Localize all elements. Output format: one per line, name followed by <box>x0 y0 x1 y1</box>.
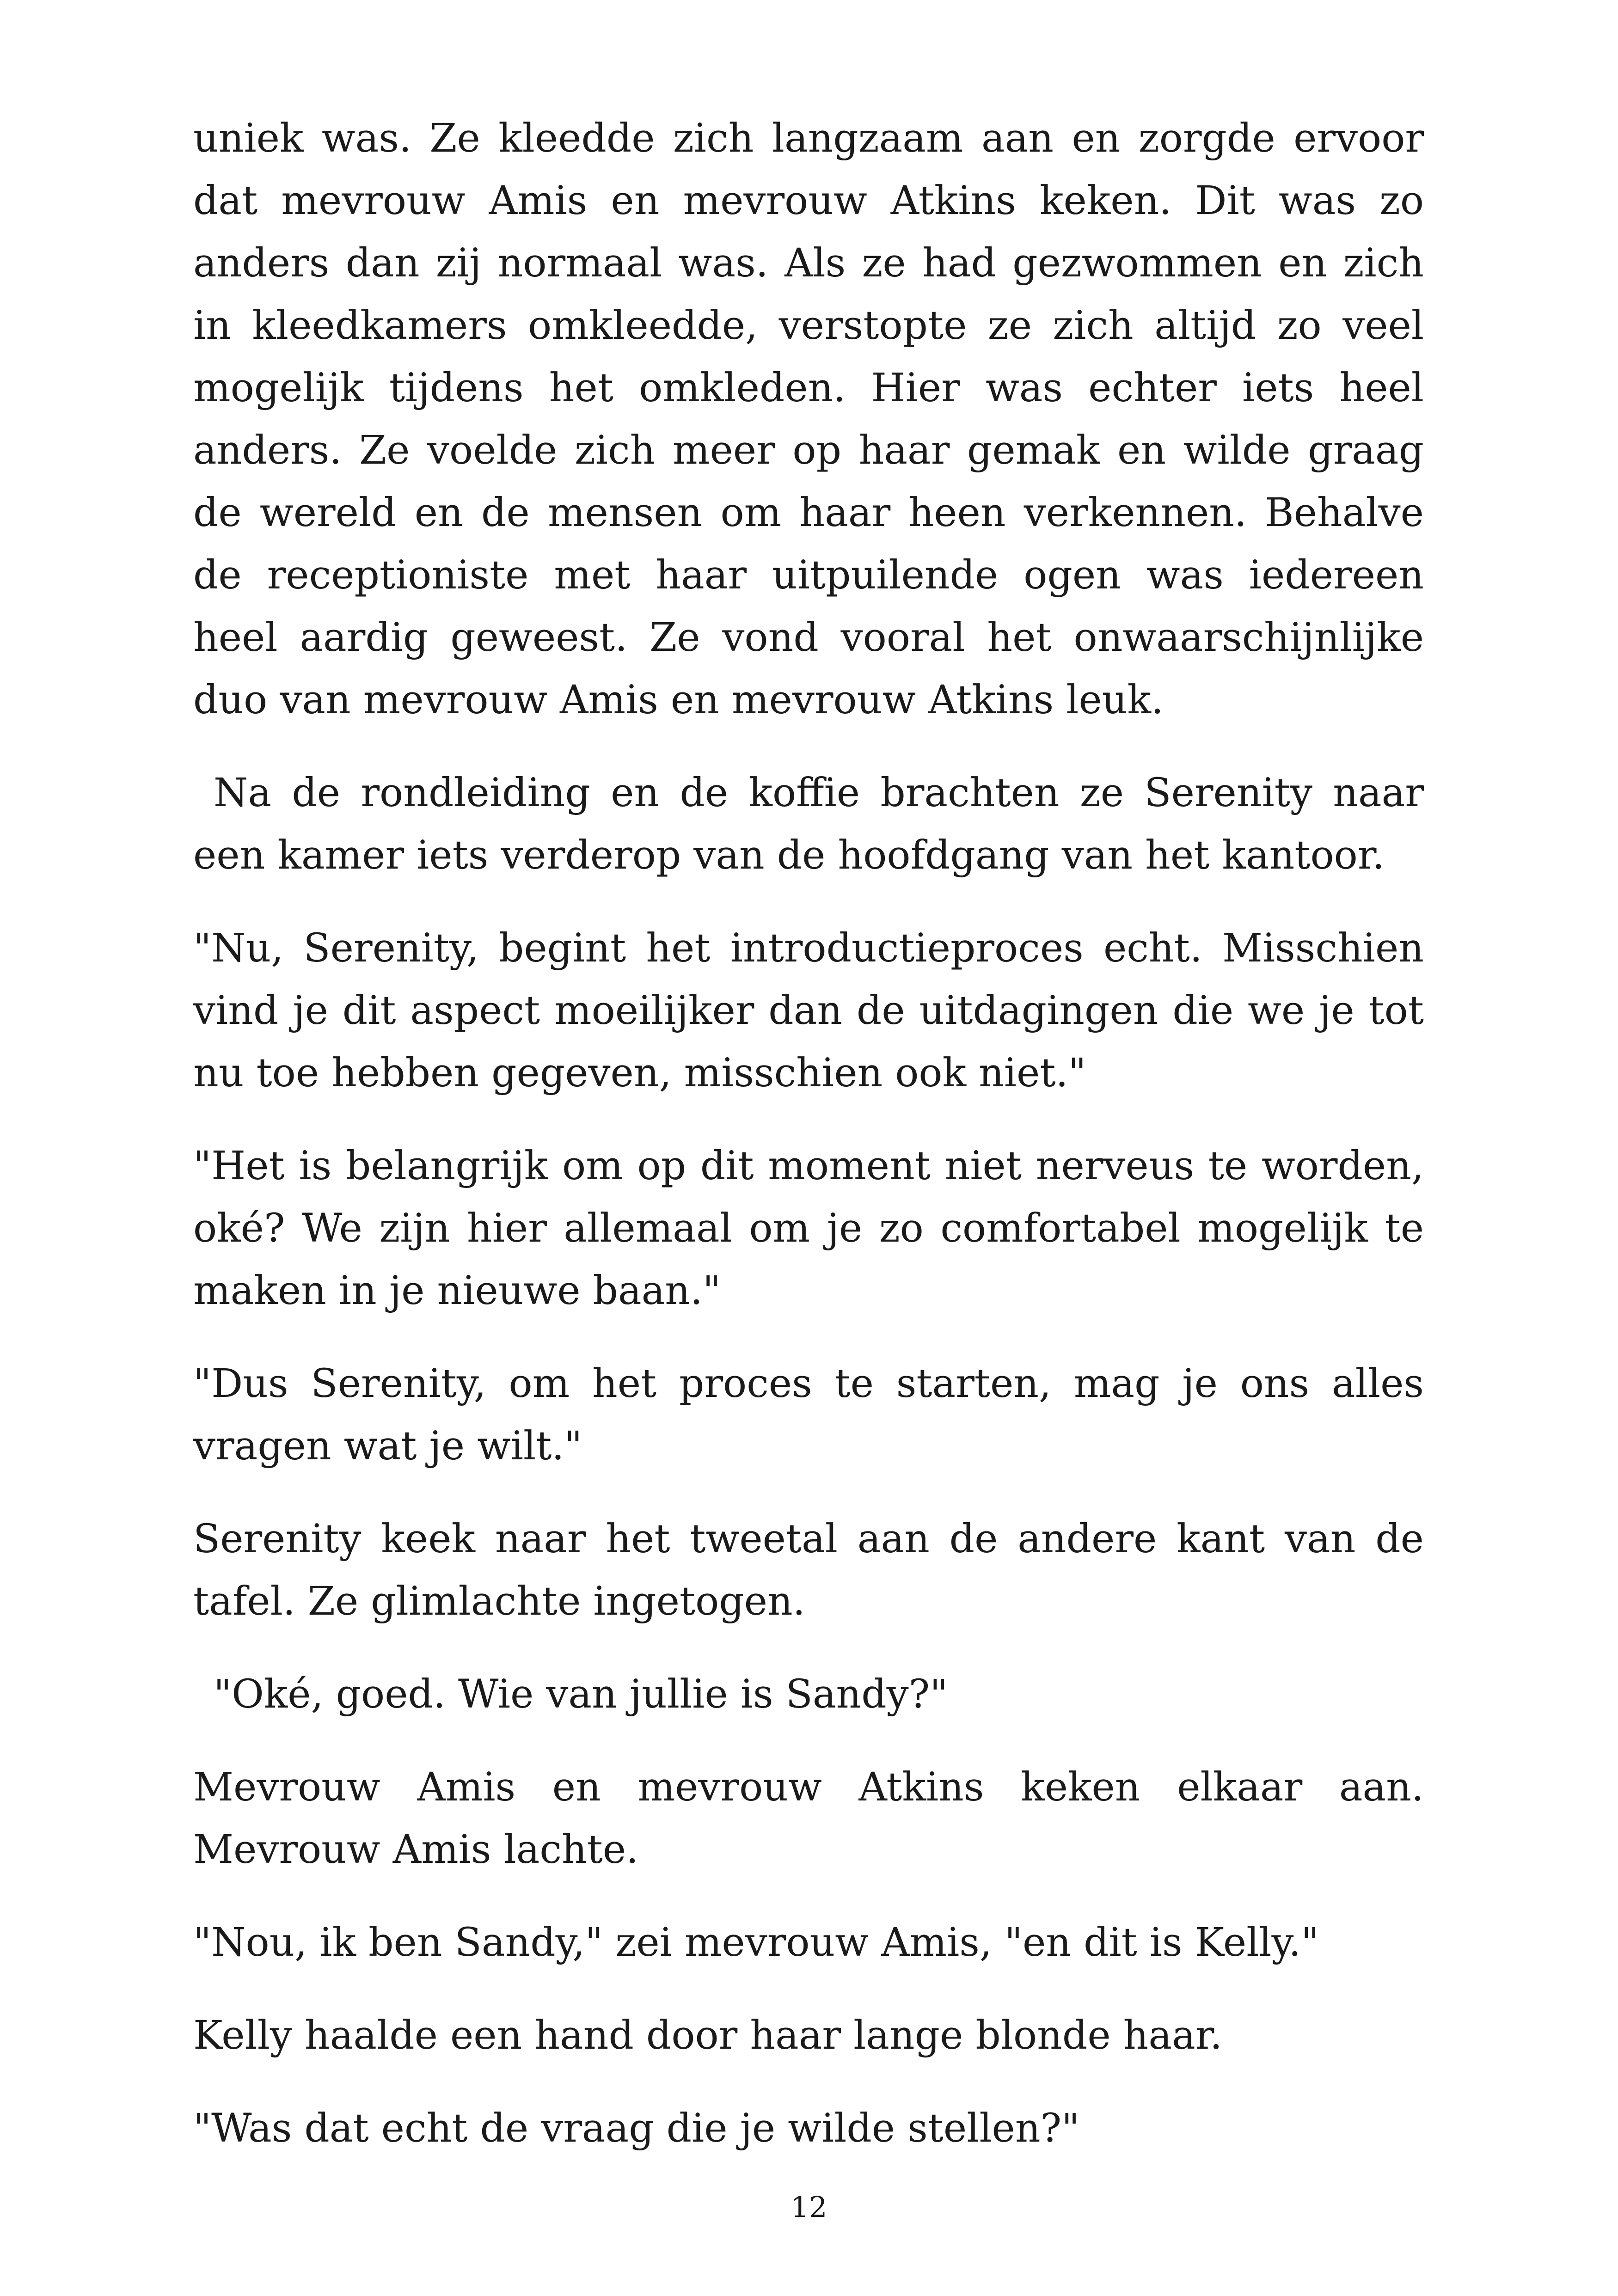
paragraph-8: Mevrouw Amis en mevrouw Atkins keken elkaar aan. Mevrouw Amis lachte. <box>193 1764 1424 1873</box>
paragraph-6: Serenity keek naar het tweetal aan de andere kant van de tafel. Ze glimlachte ingetogen. <box>193 1516 1424 1624</box>
paragraph-1: uniek was. Ze kleedde zich langzaam aan en zorgde ervoor dat mevrouw Amis en mevrouw Atkins keken. Dit was zo anders dan zij normaal was. Als ze had gezwommen en zich in kleedkamers omkleedde, verstopte ze zich altijd zo veel mogelijk tijdens het omkleden. Hier was echter iets heel anders. Ze voelde zich meer op haar gemak en wilde graag de wereld en de mensen om haar heen verkennen. Behalve de receptioniste met haar uitpuilende ogen was iedereen heel aardig geweest. Ze vond vooral het onwaarschijnlijke duo van mevrouw Amis en mevrouw Atkins leuk. <box>193 116 1424 723</box>
body-text <box>193 107 1424 2190</box>
paragraph-7: "Oké, goed. Wie van jullie is Sandy?" <box>214 1671 948 1717</box>
paragraph-3: "Nu, Serenity, begint het introductieproces echt. Misschien vind je dit aspect moeilijker dan de uitdagingen die we je tot nu toe hebben gegeven, misschien ook niet." <box>193 925 1424 1096</box>
paragraph-4: "Het is belangrijk om op dit moment niet nerveus te worden, oké? We zijn hier allemaal om je zo comfortabel mogelijk te maken in je nieuwe baan." <box>193 1143 1424 1314</box>
paragraph-2: Na de rondleiding en de koffie brachten ze Serenity naar een kamer iets verderop van de hoofdgang van het kantoor. <box>193 770 1424 878</box>
page-number: 12 <box>791 2190 827 2224</box>
paragraph-10: Kelly haalde een hand door haar lange blonde haar. <box>193 2013 1223 2058</box>
paragraph-5: "Dus Serenity, om het proces te starten, mag je ons alles vragen wat je wilt." <box>193 1361 1424 1469</box>
paragraph-9: "Nou, ik ben Sandy," zei mevrouw Amis, "en dit is Kelly." <box>193 1920 1319 1965</box>
paragraph-11: "Was dat echt de vraag die je wilde stellen?" <box>193 2106 1080 2151</box>
